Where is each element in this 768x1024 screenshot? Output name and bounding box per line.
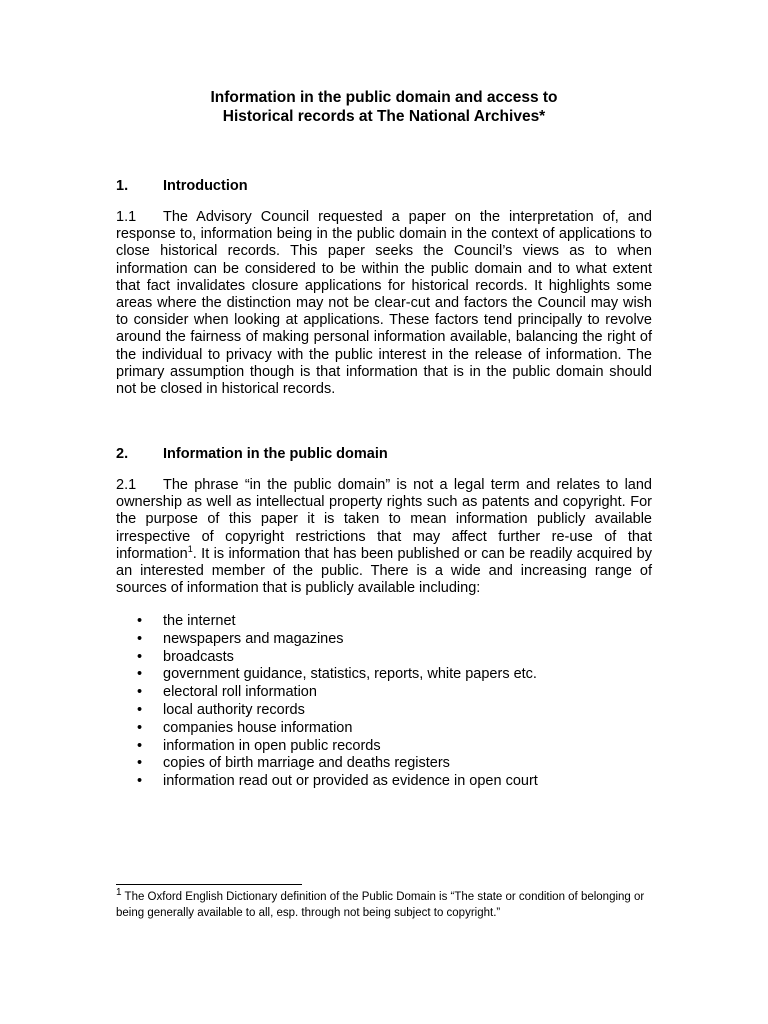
section-2-number: 2. <box>116 446 129 462</box>
footnote-divider <box>116 884 302 885</box>
list-item: • information in open public records <box>116 738 538 756</box>
section-2-title: Information in the public domain <box>163 446 388 462</box>
list-item: • the internet <box>116 613 538 631</box>
paragraph-1-1 <box>116 209 652 398</box>
section-1-title: Introduction <box>163 178 248 194</box>
list-item: • electoral roll information <box>116 684 538 702</box>
paragraph-2-1-text-part2: . It is information that has been published or can be readily acquired by an interested member of the public. There is a wide and increasing range of sources of information that is publicly available including: <box>116 545 652 597</box>
list-item: • government guidance, statistics, reports, white papers etc. <box>116 666 538 684</box>
list-item: • newspapers and magazines <box>116 631 538 649</box>
document-title <box>116 88 652 126</box>
title-line-2: Historical records at The National Archives* <box>222 108 546 125</box>
footnote <box>116 889 652 921</box>
paragraph-1-1-number: 1.1 <box>116 209 137 225</box>
paragraph-2-1-number: 2.1 <box>116 477 137 493</box>
paragraph-1-1-text: The Advisory Council requested a paper on the interpretation of, and response to, information being in the public domain in the context of applications to close historical records. This paper seeks the Council’s views as to when information can be considered to be within the public domain and to what extent that fact invalidates closure applications for historical records. It highlights some areas where the distinction may not be clear-cut and factors the Council may wish to consider when looking at applications. These factors tend principally to revolve around the fairness of making personal information available, balancing the right of the individual to privacy with the public interest in the release of information. The primary assumption though is that information that is in the public domain should not be closed in historical records. <box>116 209 652 398</box>
footnote-text: The Oxford English Dictionary definition of the Public Domain is “The state or condition of belonging or being generally available to all, esp. through not being subject to copyright.” <box>116 891 645 919</box>
footnote-mark: 1 <box>116 887 122 899</box>
section-1-number: 1. <box>116 178 129 194</box>
list-item: • information read out or provided as evidence in open court <box>116 773 538 791</box>
list-item: • broadcasts <box>116 649 538 667</box>
list-item: • local authority records <box>116 702 538 720</box>
title-line-1: Information in the public domain and access to <box>210 89 558 106</box>
public-sources-list <box>116 613 538 791</box>
list-item: • companies house information <box>116 720 538 738</box>
section-1-heading <box>116 177 248 195</box>
paragraph-2-1 <box>116 477 652 597</box>
section-2-heading <box>116 445 388 463</box>
footnote-reference: 1 <box>187 543 193 554</box>
list-item: • copies of birth marriage and deaths registers <box>116 755 538 773</box>
paragraph-2-1-text-part1: The phrase “in the public domain” is not a legal term and relates to land ownership as well as intellectual property rights such as patents and copyright. For the purpose of this paper it is taken to mean information publicly available irrespective of copyright restrictions that may affect further re-use of that information <box>116 477 652 562</box>
